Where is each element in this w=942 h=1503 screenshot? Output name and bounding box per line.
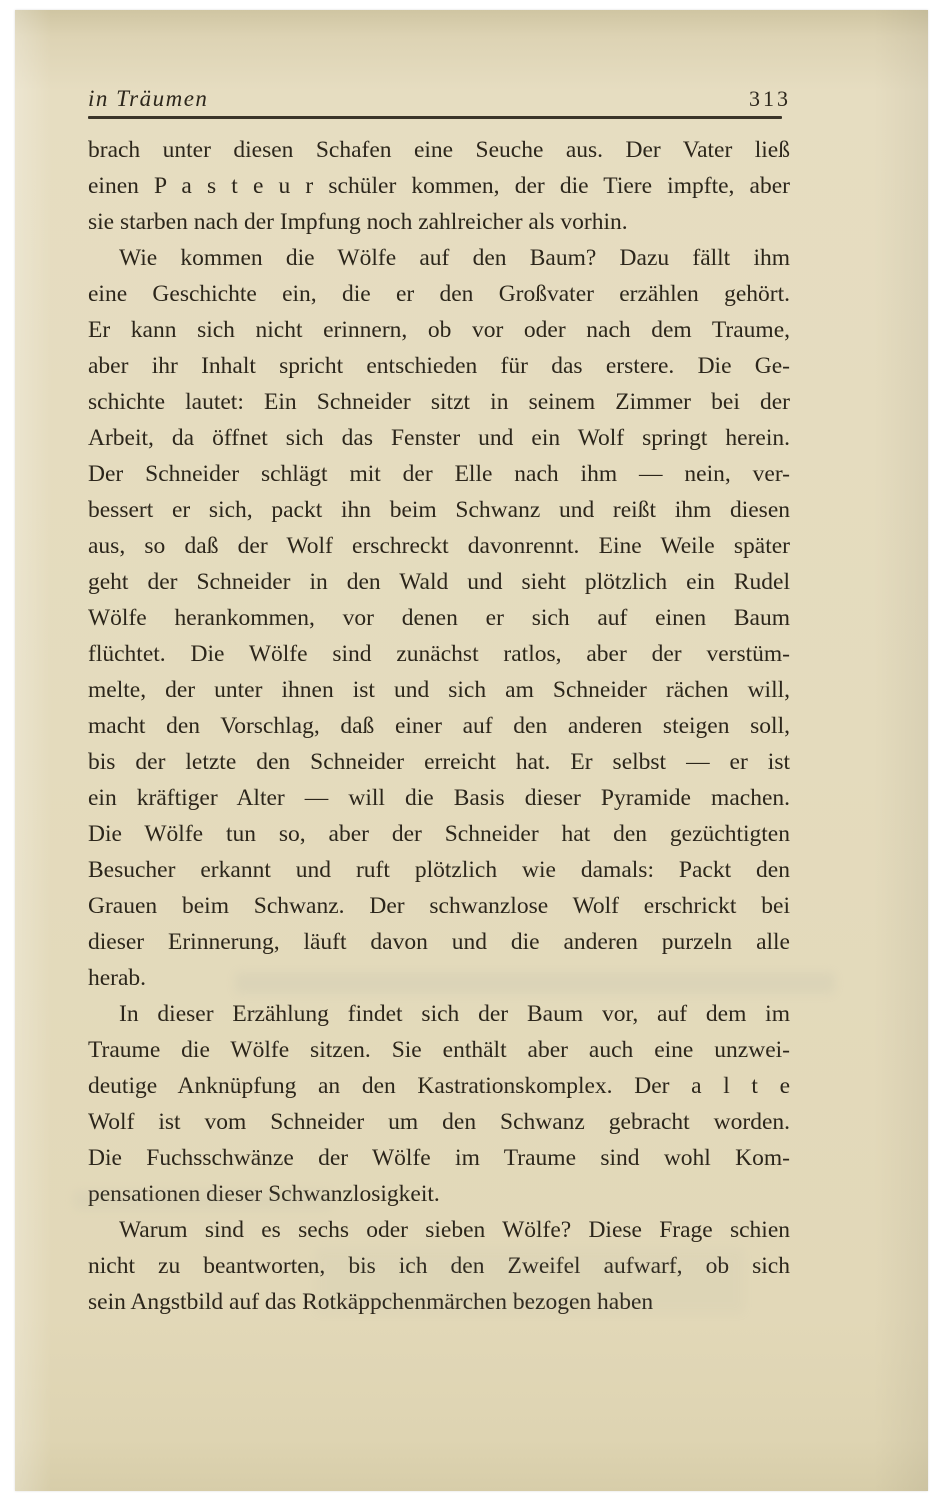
text-line: deutige Anknüpfung an den Kastrationskomplex. Der a l t e — [88, 1073, 790, 1099]
text-line: brach unter diesen Schafen eine Seuche aus. Der Vater ließ — [88, 137, 790, 163]
text-line: Warum sind es sechs oder sieben Wölfe? Diese Frage schien — [119, 1217, 790, 1243]
text-line: flüchtet. Die Wölfe sind zunächst ratlos, aber der verstüm- — [88, 641, 790, 667]
text-line: eine Geschichte ein, die er den Großvater erzählen gehört. — [88, 281, 790, 307]
text-line: Besucher erkannt und ruft plötzlich wie damals: Packt den — [88, 857, 790, 883]
text-line: Der Schneider schlägt mit der Elle nach ihm — nein, ver- — [88, 461, 790, 487]
text-line: Die Wölfe tun so, aber der Schneider hat den gezüchtigten — [88, 821, 790, 847]
header-rule — [88, 116, 782, 119]
text-line: dieser Erinnerung, läuft davon und die anderen purzeln alle — [88, 929, 790, 955]
book-page — [15, 10, 928, 1491]
text-line: Er kann sich nicht erinnern, ob vor oder nach dem Traume, — [88, 317, 790, 343]
text-line: einen P a s t e u r schüler kommen, der die Tiere impfte, aber — [88, 173, 790, 199]
page-number: 313 — [749, 86, 791, 111]
running-header-title: in Träumen — [88, 86, 209, 111]
text-line: pensationen dieser Schwanzlosigkeit. — [88, 1181, 440, 1207]
text-line: macht den Vorschlag, daß einer auf den anderen steigen soll, — [88, 713, 790, 739]
text-line: sie starben nach der Impfung noch zahlreicher als vorhin. — [88, 209, 628, 235]
text-line: bis der letzte den Schneider erreicht hat. Er selbst — er ist — [88, 749, 790, 775]
text-line: sein Angstbild auf das Rotkäppchenmärchen bezogen haben — [88, 1289, 654, 1315]
text-line: aus, so daß der Wolf erschreckt davonrennt. Eine Weile später — [88, 533, 790, 559]
text-line: Traume die Wölfe sitzen. Sie enthält aber auch eine unzwei- — [88, 1037, 790, 1063]
text-line: Die Fuchsschwänze der Wölfe im Traume sind wohl Kom- — [88, 1145, 790, 1171]
text-line: geht der Schneider in den Wald und sieht plötzlich ein Rudel — [88, 569, 790, 595]
text-line: herab. — [88, 965, 147, 991]
page-body-text — [88, 132, 790, 1320]
text-line: Wölfe herankommen, vor denen er sich auf einen Baum — [88, 605, 790, 631]
running-header — [88, 86, 791, 112]
text-line: aber ihr Inhalt spricht entschieden für das erstere. Die Ge- — [88, 353, 790, 379]
text-line: ein kräftiger Alter — will die Basis dieser Pyramide machen. — [88, 785, 790, 811]
text-line: In dieser Erzählung findet sich der Baum vor, auf dem im — [119, 1001, 790, 1027]
text-line: Grauen beim Schwanz. Der schwanzlose Wolf erschrickt bei — [88, 893, 790, 919]
text-line: schichte lautet: Ein Schneider sitzt in seinem Zimmer bei der — [88, 389, 790, 415]
text-line: melte, der unter ihnen ist und sich am Schneider rächen will, — [88, 677, 790, 703]
text-line: nicht zu beantworten, bis ich den Zweifel aufwarf, ob sich — [88, 1253, 790, 1279]
text-line: Arbeit, da öffnet sich das Fenster und ein Wolf springt herein. — [88, 425, 790, 451]
text-line: Wie kommen die Wölfe auf den Baum? Dazu fällt ihm — [119, 245, 790, 271]
text-line: Wolf ist vom Schneider um den Schwanz gebracht worden. — [88, 1109, 790, 1135]
text-line: bessert er sich, packt ihn beim Schwanz und reißt ihm diesen — [88, 497, 790, 523]
